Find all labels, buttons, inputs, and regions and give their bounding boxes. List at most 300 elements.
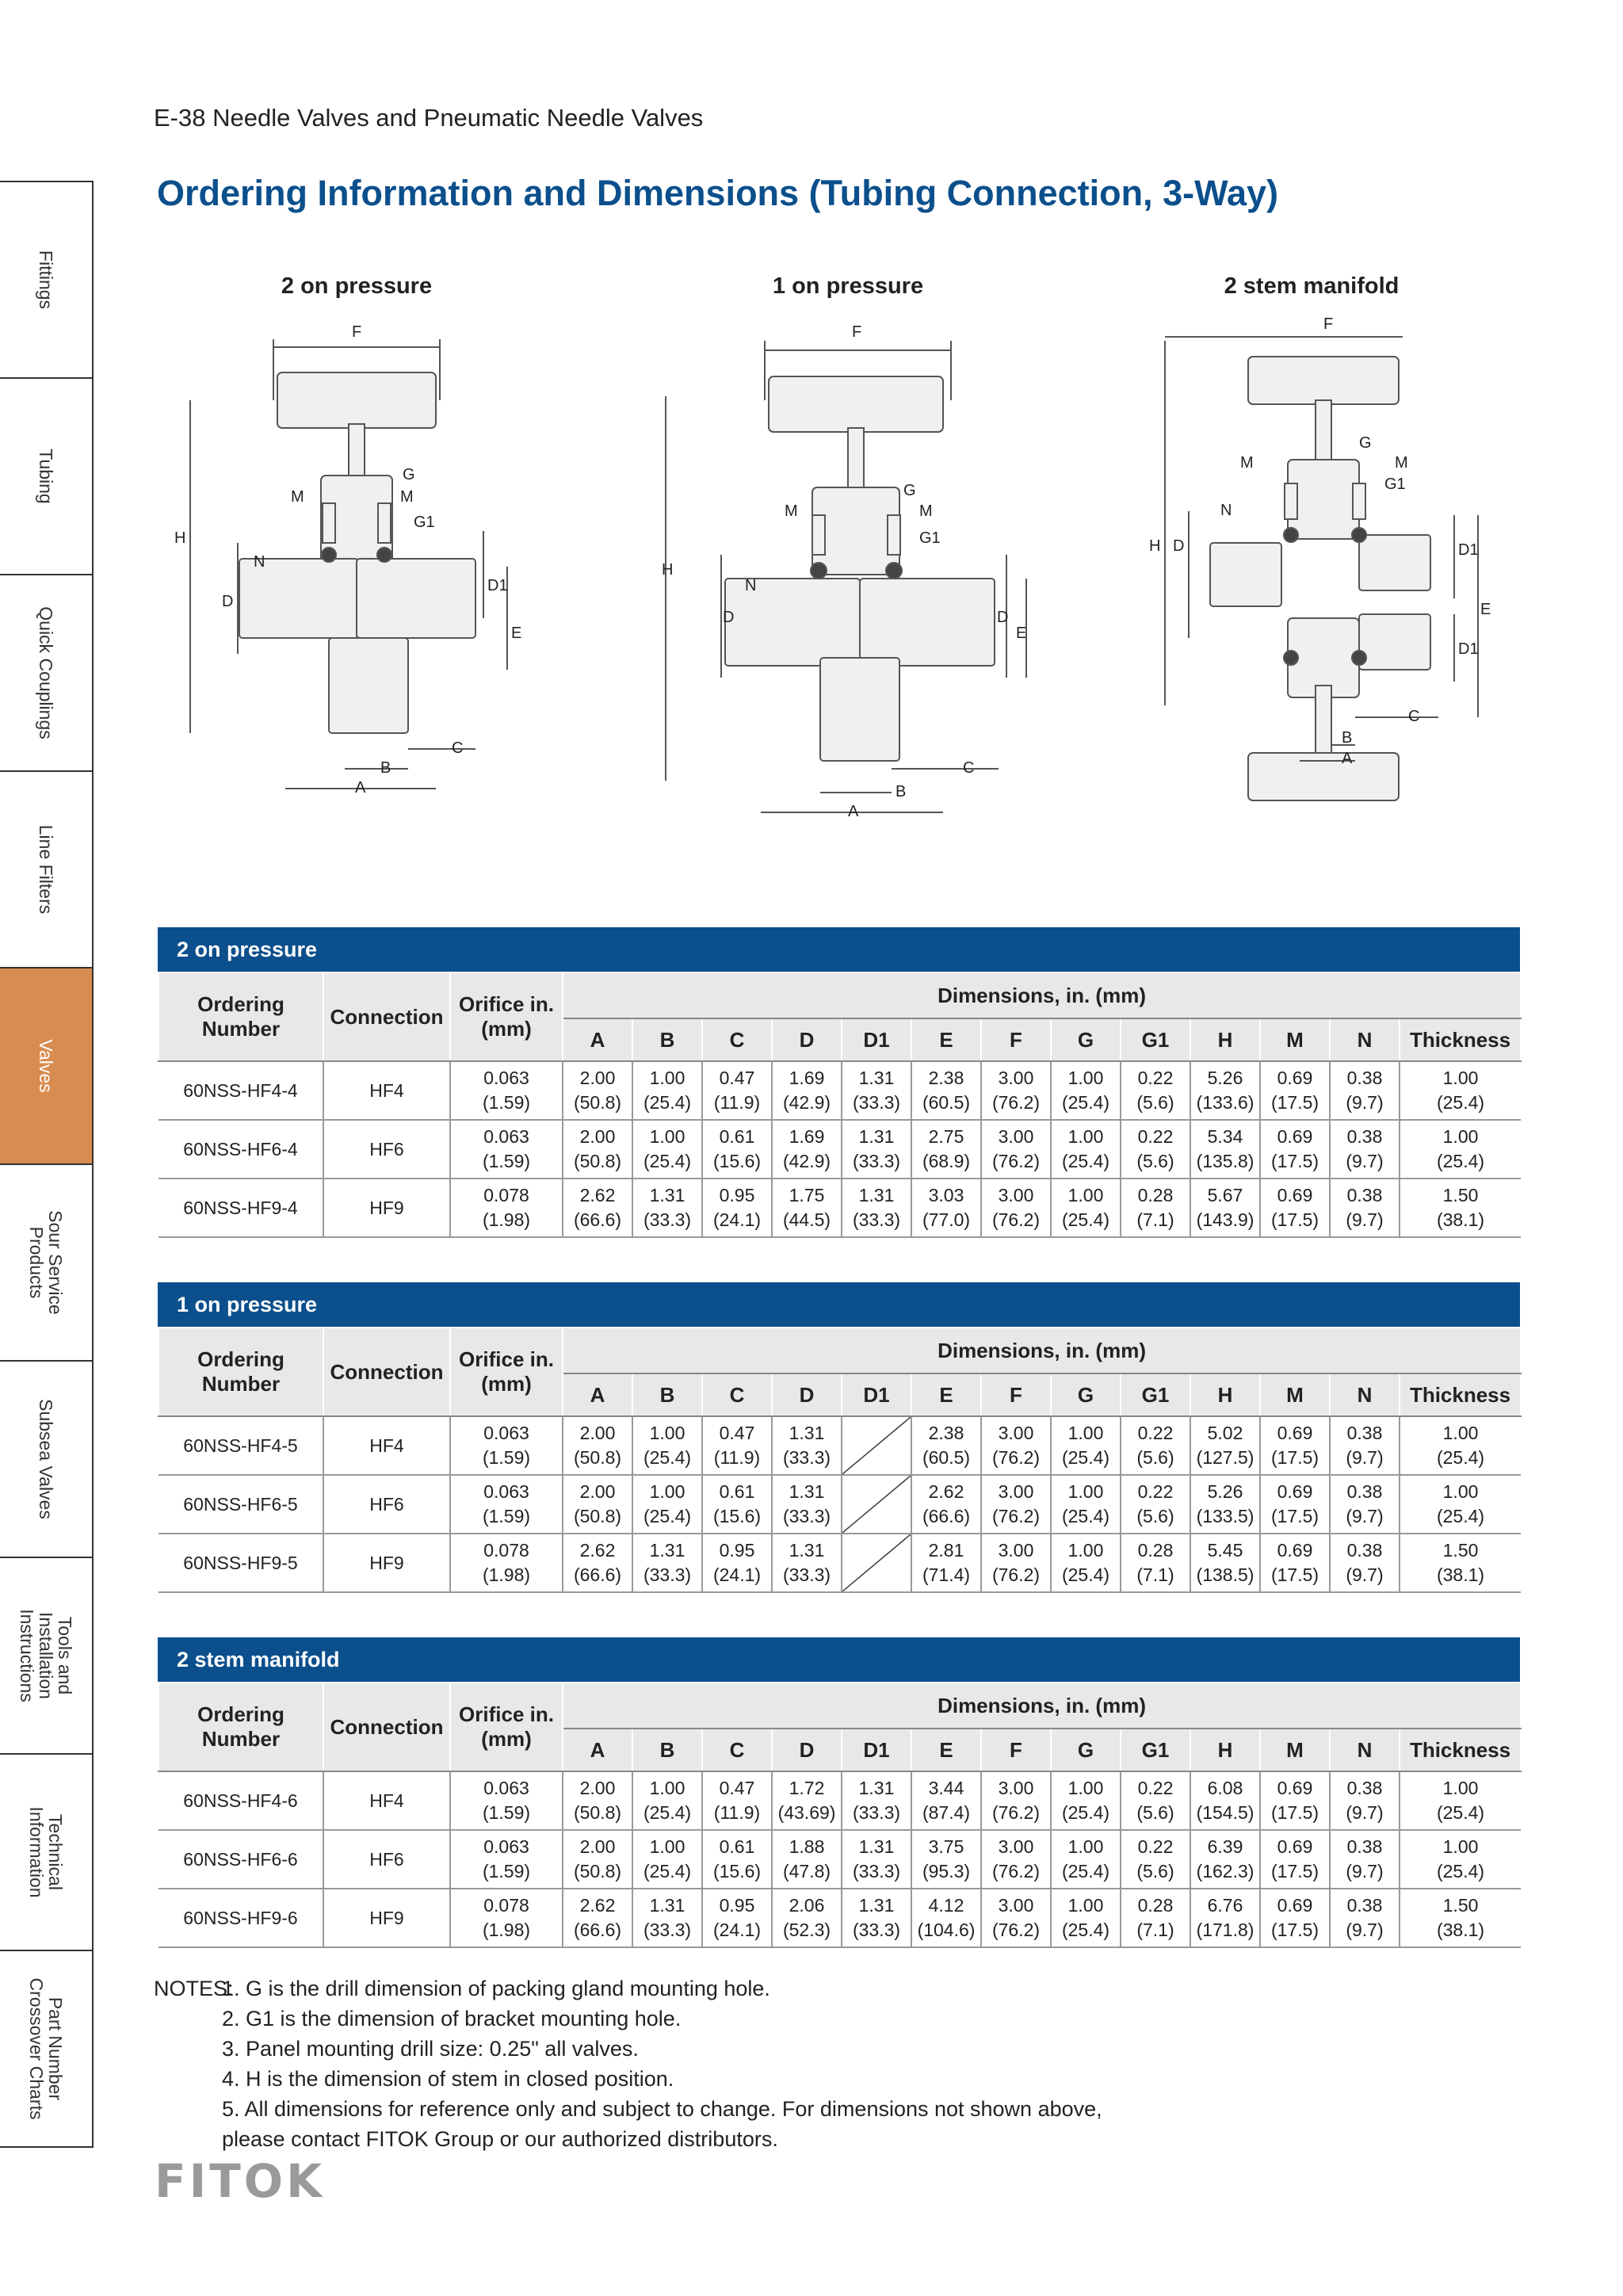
col-dim: E [911,1018,981,1061]
side-tab-valves[interactable]: Valves [0,968,92,1165]
cell-value: (76.2) [991,1092,1041,1113]
page-title: Ordering Information and Dimensions (Tubing Connection, 3-Way) [157,173,1278,213]
cell-value: (25.4) [643,1092,692,1113]
table-1-on-pressure [158,1282,1520,1593]
dimension-cell [1330,1416,1400,1475]
dimension-cell [911,1416,981,1475]
cell-value: 6.08 [1207,1778,1243,1798]
cell-value: (42.9) [782,1151,831,1171]
dimension-cell [772,1534,842,1592]
svg-text:D: D [997,609,1009,626]
note-item: 5. All dimensions for reference only and subject to change. For dimensions not shown above, please contact FITOK Group or our authorized distributors. [222,2097,1102,2151]
dimension-cell [842,1120,911,1179]
svg-text:B: B [896,783,907,800]
cell-value: 1.31 [649,1895,685,1916]
cell-value: 1.00 [1067,1126,1104,1147]
svg-text:E: E [1480,601,1491,618]
cell-value: (154.5) [1196,1802,1254,1823]
col-dim: D1 [842,1018,911,1061]
col-dim: D [772,1729,842,1771]
svg-text:M: M [1240,454,1254,472]
cell-value: 1.00 [649,1423,685,1443]
dimension-cell [981,1534,1051,1592]
cell-value: (5.6) [1136,1151,1174,1171]
cell-value: 1.00 [1442,1481,1479,1502]
table-row [158,1416,1521,1475]
cell-value: (5.6) [1136,1861,1174,1881]
svg-text:H: H [174,529,186,547]
cell-value: 3.00 [998,1126,1034,1147]
cell-value: 0.69 [1277,1836,1313,1857]
cell-value: (33.3) [643,1920,692,1940]
table-row [158,1771,1521,1830]
cell-value: (60.5) [922,1447,971,1468]
not-applicable-cell [842,1475,911,1534]
dimension-cell [632,1416,702,1475]
cell-value: 2.62 [928,1481,964,1502]
col-orifice: Orifice in. (mm) [450,1683,563,1771]
dimension-cell [981,1416,1051,1475]
dimension-cell [842,1061,911,1120]
dimension-cell [1121,1830,1190,1889]
cell-value: (171.8) [1196,1920,1254,1940]
valve-drawing [158,305,555,812]
cell-value: (1.98) [482,1564,531,1585]
side-tab-fittings[interactable]: Fittings [0,181,92,379]
cell-value: 3.00 [998,1895,1034,1916]
cell-value: 0.38 [1346,1895,1383,1916]
svg-text:C: C [1408,708,1420,725]
ordering-number-cell [158,1061,323,1120]
cell-value: (127.5) [1196,1447,1254,1468]
cell-value: 0.28 [1137,1895,1174,1916]
svg-text:E: E [511,625,522,642]
cell-value: (11.9) [713,1092,761,1113]
col-dim: N [1330,1373,1400,1416]
dimension-cell [632,1179,702,1237]
cell-value: (1.59) [482,1861,531,1881]
cell-value: HF4 [369,1435,404,1456]
spec-table [158,1327,1522,1593]
col-dim: M [1260,1729,1330,1771]
cell-value: 1.31 [789,1423,825,1443]
dimension-cell [1051,1416,1121,1475]
svg-text:G: G [903,482,916,499]
dimension-cell [911,1061,981,1120]
cell-value: 0.61 [719,1481,755,1502]
cell-value: (1.59) [482,1447,531,1468]
cell-value: 5.67 [1207,1185,1243,1205]
cell-value: (33.3) [643,1564,692,1585]
cell-value: 1.88 [789,1836,825,1857]
dimension-cell [1121,1061,1190,1120]
dimension-cell [563,1830,632,1889]
col-dim: F [981,1729,1051,1771]
cell-value: 1.00 [1067,1836,1104,1857]
cell-value: 1.00 [649,1778,685,1798]
dimension-cell [632,1534,702,1592]
side-tab-tools[interactable]: Tools and Installation Instructions [0,1558,92,1755]
side-tab-tubing[interactable]: Tubing [0,379,92,575]
table-row [158,1534,1521,1592]
dimension-cell [702,1889,772,1947]
cell-value: (1.59) [482,1092,531,1113]
cell-value: (66.6) [922,1506,971,1526]
cell-value: (25.4) [1061,1802,1110,1823]
cell-value: 0.28 [1137,1540,1174,1561]
dimension-cell [632,1475,702,1534]
cell-value: (66.6) [573,1564,622,1585]
col-dimensions-group: Dimensions, in. (mm) [563,1683,1521,1729]
connection-cell [323,1889,450,1947]
svg-text:A: A [1342,750,1353,767]
svg-text:D1: D1 [1458,541,1479,559]
dimension-cell [911,1889,981,1947]
dimension-cell [981,1120,1051,1179]
dimension-cell [632,1061,702,1120]
cell-value: 0.95 [719,1895,755,1916]
table-row [158,1179,1521,1237]
cell-value: (104.6) [917,1920,976,1940]
valve-drawing [1129,305,1494,852]
diagram-title: 1 on pressure [772,273,924,299]
cell-value: 1.00 [649,1836,685,1857]
cell-value: 1.50 [1442,1895,1479,1916]
table-row [158,1475,1521,1534]
cell-value: (33.3) [782,1564,831,1585]
dimension-cell [632,1771,702,1830]
cell-value: (76.2) [991,1447,1041,1468]
svg-text:A: A [848,803,859,820]
dimension-cell [1400,1061,1521,1120]
col-dim: M [1260,1018,1330,1061]
cell-value: 1.00 [1067,1423,1104,1443]
dimension-cell [1330,1061,1400,1120]
col-dim: N [1330,1729,1400,1771]
dimension-cell [563,1179,632,1237]
cell-value: (33.3) [782,1506,831,1526]
col-dim: N [1330,1018,1400,1061]
cell-value: (66.6) [573,1920,622,1940]
col-orifice: Orifice in. (mm) [450,972,563,1061]
cell-value: (17.5) [1270,1861,1319,1881]
cell-value: HF9 [369,1907,404,1928]
dimension-cell [1190,1889,1260,1947]
cell-value: (76.2) [991,1920,1041,1940]
cell-value: (33.3) [852,1920,901,1940]
dimension-cell [1330,1889,1400,1947]
cell-value: 0.22 [1137,1126,1174,1147]
svg-text:G1: G1 [919,529,941,547]
ordering-number-cell [158,1179,323,1237]
orifice-cell [450,1534,563,1592]
cell-value: 1.00 [1067,1540,1104,1561]
cell-value: 3.00 [998,1836,1034,1857]
cell-value: (11.9) [713,1447,761,1468]
cell-value: (17.5) [1270,1209,1319,1230]
cell-value: 1.50 [1442,1185,1479,1205]
cell-value: 60NSS-HF9-5 [183,1552,298,1573]
cell-value: (52.3) [782,1920,831,1940]
cell-value: (15.6) [712,1506,762,1526]
dimension-cell [911,1120,981,1179]
cell-value: (9.7) [1346,1447,1384,1468]
dimension-cell [632,1889,702,1947]
dimension-cell [1260,1534,1330,1592]
dimension-cell [772,1120,842,1179]
cell-value: 1.00 [1442,1126,1479,1147]
cell-value: 3.00 [998,1423,1034,1443]
col-dim: F [981,1373,1051,1416]
dimension-cell [1260,1120,1330,1179]
svg-text:N: N [1220,502,1232,519]
dimension-cell [1330,1475,1400,1534]
cell-value: (66.6) [573,1209,622,1230]
cell-value: 0.38 [1346,1185,1383,1205]
orifice-cell [450,1771,563,1830]
col-connection: Connection [323,972,450,1061]
cell-value: 1.00 [1067,1895,1104,1916]
page-header: E-38 Needle Valves and Pneumatic Needle Valves [154,104,704,132]
svg-text:N: N [745,577,757,594]
cell-value: (25.4) [1436,1151,1485,1171]
dimension-cell [563,1061,632,1120]
cell-value: (76.2) [991,1802,1041,1823]
dimension-cell [1121,1179,1190,1237]
cell-value: 0.61 [719,1836,755,1857]
svg-text:G1: G1 [414,514,435,531]
dimension-cell [772,1771,842,1830]
cell-value: 2.38 [928,1423,964,1443]
dimension-cell [1400,1830,1521,1889]
connection-cell [323,1416,450,1475]
connection-cell [323,1830,450,1889]
cell-value: (135.8) [1196,1151,1254,1171]
cell-value: 60NSS-HF9-6 [183,1907,298,1928]
note-item: 1. G is the drill dimension of packing gland mounting hole. [222,1977,770,2000]
col-dim: C [702,1018,772,1061]
cell-value: 1.00 [1442,1778,1479,1798]
side-tab-technical-info[interactable]: Technical Information [0,1755,92,1951]
cell-value: 4.12 [928,1895,964,1916]
diagram-1-on-pressure [650,273,1046,820]
cell-value: 1.00 [1067,1185,1104,1205]
table-row [158,1889,1521,1947]
svg-text:M: M [919,502,933,520]
cell-value: (17.5) [1270,1447,1319,1468]
cell-value: (25.4) [1061,1861,1110,1881]
svg-text:B: B [1342,729,1353,747]
cell-value: 0.38 [1346,1778,1383,1798]
dimension-cell [1190,1120,1260,1179]
notes-prefix: NOTES: [154,1977,234,2000]
diagram-title: 2 on pressure [281,273,433,299]
col-dim: Thickness [1400,1018,1521,1061]
cell-value: 3.00 [998,1778,1034,1798]
connection-cell [323,1179,450,1237]
valve-drawing [650,305,1046,828]
cell-value: 1.31 [858,1836,895,1857]
col-dim: G [1051,1018,1121,1061]
dimension-cell [1190,1534,1260,1592]
cell-value: 0.69 [1277,1481,1313,1502]
dimension-cell [981,1771,1051,1830]
cell-value: 0.063 [483,1068,529,1088]
note-item: 3. Panel mounting drill size: 0.25" all valves. [222,2037,639,2061]
dimension-cell [1330,1830,1400,1889]
side-tab-subsea-valves[interactable]: Subsea Valves [0,1362,92,1558]
dimension-cell [702,1475,772,1534]
cell-value: 1.00 [1067,1068,1104,1088]
dimension-cell [911,1475,981,1534]
dimension-cell [1400,1416,1521,1475]
cell-value: (1.59) [482,1506,531,1526]
cell-value: (25.4) [1061,1920,1110,1940]
dimension-cell [842,1889,911,1947]
dimension-cell [842,1771,911,1830]
svg-text:G1: G1 [1384,476,1406,493]
cell-value: 1.00 [1442,1423,1479,1443]
cell-value: 0.22 [1137,1481,1174,1502]
cell-value: 60NSS-HF6-5 [183,1493,298,1515]
dimension-cell [1400,1534,1521,1592]
dimension-cell [911,1179,981,1237]
cell-value: 1.00 [1442,1836,1479,1857]
cell-value: (33.3) [852,1861,901,1881]
cell-value: (1.98) [482,1209,531,1230]
ordering-number-cell [158,1475,323,1534]
cell-value: (25.4) [1436,1861,1485,1881]
cell-value: 1.00 [649,1126,685,1147]
svg-text:D1: D1 [1458,640,1479,658]
dimension-cell [1121,1771,1190,1830]
note-item: 4. H is the dimension of stem in closed position. [222,2067,674,2091]
dimension-cell [1190,1830,1260,1889]
col-dim: B [632,1018,702,1061]
dimension-cell [702,1179,772,1237]
cell-value: 2.00 [579,1126,616,1147]
dimension-cell [1260,1889,1330,1947]
cell-value: (68.9) [922,1151,971,1171]
dimension-cell [1051,1889,1121,1947]
dimension-cell [1121,1889,1190,1947]
dimension-cell [1121,1534,1190,1592]
col-dim: E [911,1373,981,1416]
cell-value: (43.69) [777,1802,836,1823]
dimension-cell [1400,1771,1521,1830]
dimension-cell [702,1771,772,1830]
cell-value: (25.4) [643,1151,692,1171]
dimension-cell [1260,1179,1330,1237]
cell-value: 3.00 [998,1068,1034,1088]
col-dim: M [1260,1373,1330,1416]
orifice-cell [450,1179,563,1237]
col-dim: H [1190,1018,1260,1061]
cell-value: (87.4) [922,1802,971,1823]
table-2-on-pressure [158,927,1520,1238]
cell-value: 0.063 [483,1836,529,1857]
dimension-cell [981,1830,1051,1889]
cell-value: (25.4) [643,1447,692,1468]
col-dim: E [911,1729,981,1771]
table-row [158,1830,1521,1889]
side-nav [0,181,94,2148]
side-tab-quick-couplings[interactable]: Quick Couplings [0,575,92,772]
table-title: 1 on pressure [158,1282,1520,1327]
orifice-cell [450,1061,563,1120]
not-applicable-cell [842,1416,911,1475]
side-tab-sour-service[interactable]: Sour Service Products [0,1165,92,1362]
cell-value: 5.26 [1207,1481,1243,1502]
cell-value: 60NSS-HF6-4 [183,1138,298,1159]
dimension-cell [1400,1120,1521,1179]
side-tab-line-filters[interactable]: Line Filters [0,772,92,968]
cell-value: 0.61 [719,1126,755,1147]
side-tab-crossover-charts[interactable]: Part Number Crossover Charts [0,1951,92,2148]
svg-text:N: N [254,553,265,571]
dimension-cell [1260,1061,1330,1120]
orifice-cell [450,1830,563,1889]
dimension-cell [1190,1416,1260,1475]
cell-value: (76.2) [991,1151,1041,1171]
cell-value: 0.22 [1137,1423,1174,1443]
cell-value: 60NSS-HF4-4 [183,1079,298,1101]
dimension-cell [1121,1120,1190,1179]
cell-value: (9.7) [1346,1151,1384,1171]
ordering-number-cell [158,1889,323,1947]
cell-value: (5.6) [1136,1447,1174,1468]
connection-cell [323,1120,450,1179]
cell-value: 1.00 [1442,1068,1479,1088]
dimension-cell [842,1830,911,1889]
dimension-cell [1051,1120,1121,1179]
dimension-cell [772,1061,842,1120]
cell-value: (1.59) [482,1151,531,1171]
cell-value: (24.1) [712,1920,762,1940]
dimension-cell [1330,1120,1400,1179]
fitok-logo: FITOK [155,2154,326,2208]
cell-value: (25.4) [1061,1564,1110,1585]
cell-value: (7.1) [1136,1209,1174,1230]
cell-value: 0.69 [1277,1068,1313,1088]
cell-value: (143.9) [1196,1209,1254,1230]
cell-value: 0.47 [719,1778,755,1798]
cell-value: 1.69 [789,1068,825,1088]
cell-value: 3.75 [928,1836,964,1857]
connection-cell [323,1475,450,1534]
cell-value: 6.76 [1207,1895,1243,1916]
orifice-cell [450,1889,563,1947]
cell-value: (25.4) [643,1861,692,1881]
cell-value: 5.26 [1207,1068,1243,1088]
note-item: 2. G1 is the dimension of bracket mounting hole. [222,2007,682,2030]
cell-value: 0.38 [1346,1068,1383,1088]
cell-value: 2.75 [928,1126,964,1147]
cell-value: 3.44 [928,1778,964,1798]
cell-value: 2.00 [579,1068,616,1088]
cell-value: (25.4) [1061,1092,1110,1113]
cell-value: (17.5) [1270,1564,1319,1585]
dimension-cell [563,1534,632,1592]
cell-value: (60.5) [922,1092,971,1113]
dimension-cell [1260,1416,1330,1475]
cell-value: 1.00 [649,1068,685,1088]
dimension-cell [1190,1061,1260,1120]
svg-text:C: C [963,759,975,777]
svg-text:F: F [852,323,862,341]
dimension-cell [632,1830,702,1889]
dimension-cell [1330,1771,1400,1830]
